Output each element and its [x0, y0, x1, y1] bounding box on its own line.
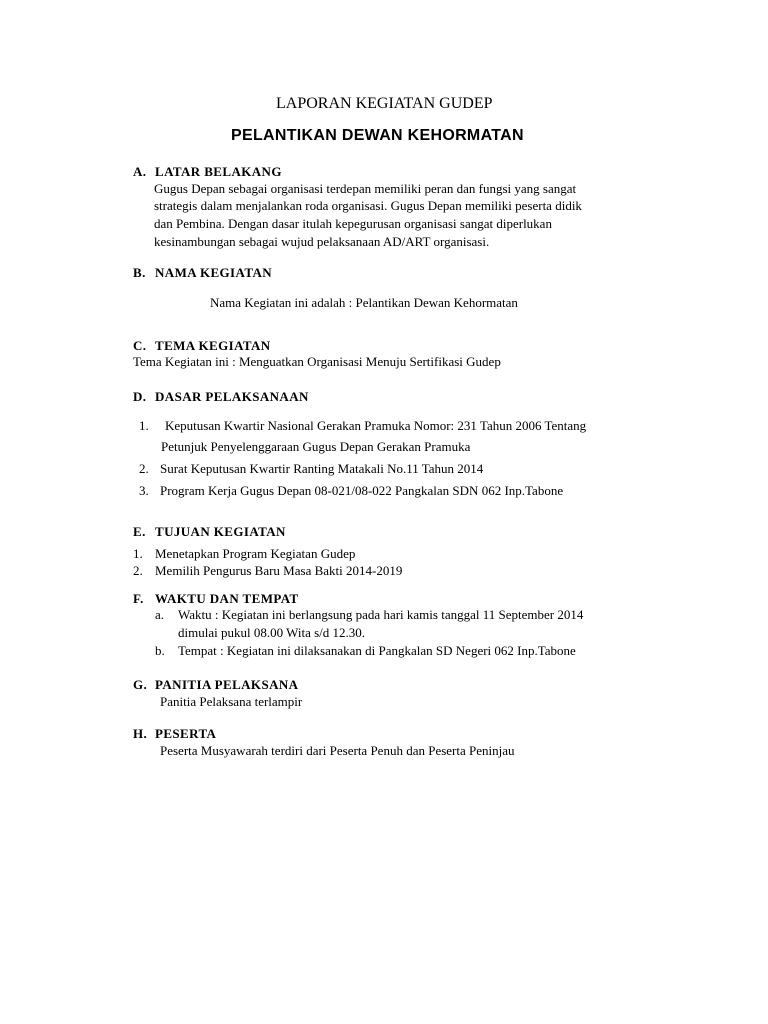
section-e-heading: [133, 524, 286, 540]
section-g-label: G.: [133, 677, 148, 692]
section-f-title: WAKTU DAN TEMPAT: [155, 591, 299, 606]
list-item-text: Waktu : Kegiatan ini berlangsung pada hari kamis tanggal 11 September 2014: [178, 607, 584, 622]
section-c-text: Tema Kegiatan ini : Menguatkan Organisasi Menuju Sertifikasi Gudep: [133, 354, 501, 369]
list-item-text: Surat Keputusan Kwartir Ranting Matakali No.11 Tahun 2014: [160, 461, 484, 476]
section-d-title: DASAR PELAKSANAAN: [155, 389, 309, 404]
list-item-text: dimulai pukul 08.00 Wita s/d 12.30.: [178, 625, 366, 640]
section-a-label: A.: [133, 164, 147, 179]
list-item-text: Keputusan Kwartir Nasional Gerakan Pramuka Nomor: 231 Tahun 2006 Tentang: [165, 418, 587, 433]
section-f-label: F.: [133, 591, 144, 606]
section-f-heading: [133, 591, 299, 607]
section-g-title: PANITIA PELAKSANA: [155, 677, 299, 692]
list-item-number: 1.: [139, 418, 149, 433]
section-a-line: dan Pembina. Dengan dasar itulah kepegurusan organisasi sangat diperlukan: [154, 216, 552, 231]
section-b-text: Nama Kegiatan ini adalah : Pelantikan Dewan Kehormatan: [210, 295, 518, 310]
list-item-text: Petunjuk Penyelenggaraan Gugus Depan Gerakan Pramuka: [161, 439, 471, 454]
list-item-text: Tempat : Kegiatan ini dilaksanakan di Pangkalan SD Negeri 062 Inp.Tabone: [178, 643, 576, 658]
report-subtitle: PELANTIKAN DEWAN KEHORMATAN: [231, 127, 524, 144]
list-item-text: Memilih Pengurus Baru Masa Bakti 2014-2019: [155, 563, 403, 578]
section-b-heading: [133, 265, 272, 281]
section-h-text: Peserta Musyawarah terdiri dari Peserta Penuh dan Peserta Peninjau: [160, 743, 515, 758]
section-e-title: TUJUAN KEGIATAN: [155, 524, 286, 539]
section-c-label: C.: [133, 338, 147, 353]
list-item-number: 3.: [139, 483, 149, 498]
section-a-line: strategis dalam menjalankan roda organisasi. Gugus Depan memiliki peserta didik: [154, 198, 582, 213]
section-h-label: H.: [133, 726, 148, 741]
section-b-title: NAMA KEGIATAN: [155, 265, 273, 280]
section-d-heading: [133, 389, 309, 405]
section-a-heading: [133, 164, 282, 180]
section-e-label: E.: [133, 524, 146, 539]
section-h-title: PESERTA: [155, 726, 217, 741]
section-c-heading: [133, 338, 271, 354]
section-h-heading: [133, 726, 216, 742]
list-item-text: Program Kerja Gugus Depan 08-021/08-022 Pangkalan SDN 062 Inp.Tabone: [160, 483, 564, 498]
list-item-letter: a.: [155, 607, 165, 622]
section-a-line: kesinambungan sebagai wujud pelaksanaan AD/ART organisasi.: [154, 234, 490, 249]
list-item-number: 2.: [133, 563, 143, 578]
section-a-line: Gugus Depan sebagai organisasi terdepan memiliki peran dan fungsi yang sangat: [154, 181, 577, 196]
section-a-title: LATAR BELAKANG: [155, 164, 282, 179]
section-g-text: Panitia Pelaksana terlampir: [160, 694, 303, 709]
list-item-number: 2.: [139, 461, 149, 476]
list-item-text: Menetapkan Program Kegiatan Gudep: [155, 546, 356, 561]
section-d-label: D.: [133, 389, 147, 404]
section-c-title: TEMA KEGIATAN: [155, 338, 271, 353]
section-g-heading: [133, 677, 298, 693]
section-b-label: B.: [133, 265, 146, 280]
list-item-number: 1.: [133, 546, 143, 561]
list-item-letter: b.: [155, 643, 165, 658]
report-title: LAPORAN KEGIATAN GUDEP: [276, 95, 493, 112]
